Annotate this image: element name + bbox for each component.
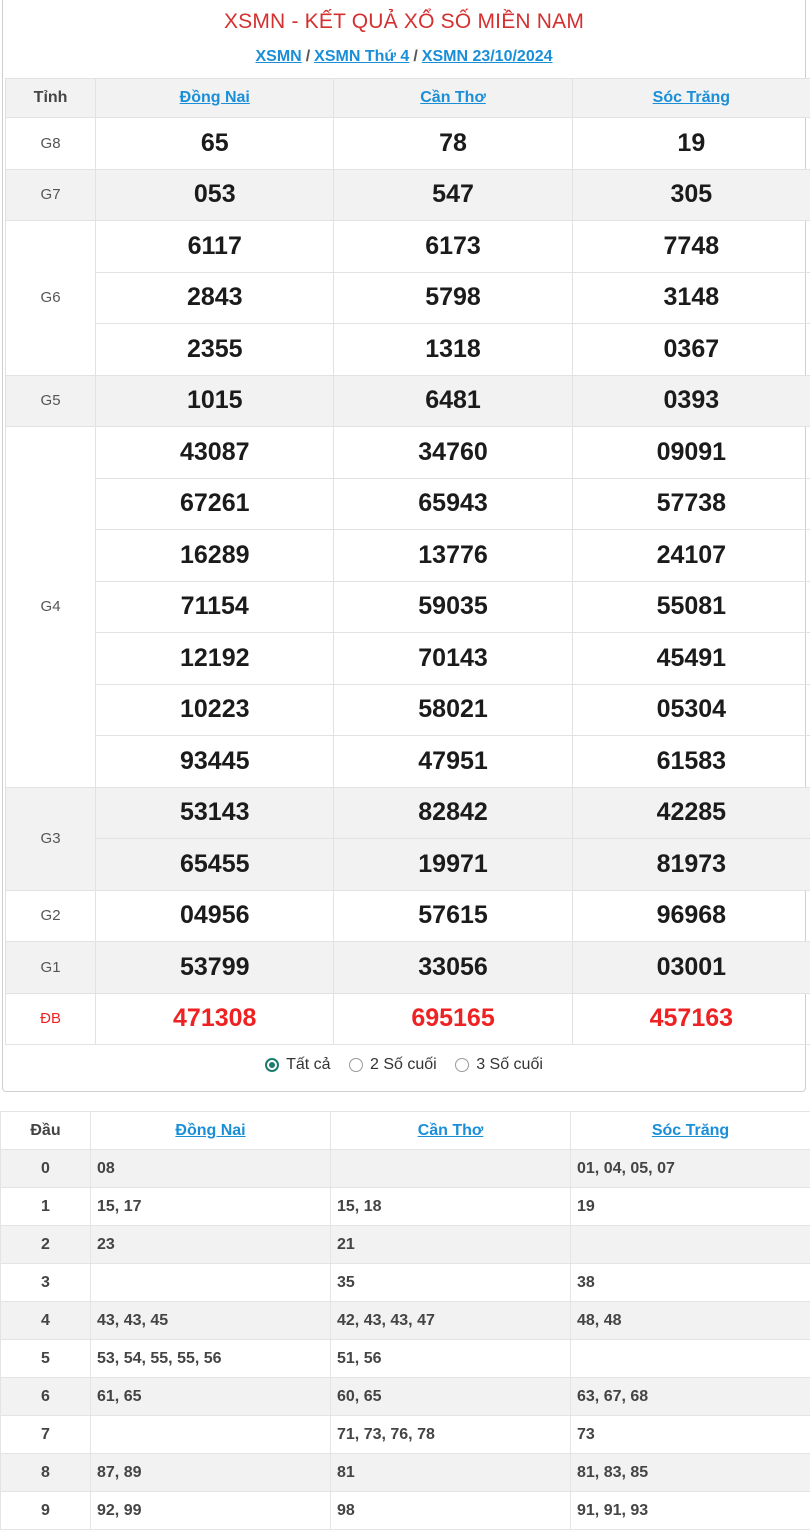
loto-head-digit: 6 [1, 1378, 91, 1416]
prize-label: G3 [6, 787, 96, 890]
filter-option-last-2[interactable] [349, 1056, 437, 1074]
prize-row [6, 684, 810, 736]
loto-tail-list: 91, 91, 93 [571, 1492, 810, 1530]
prize-number: 45491 [572, 633, 810, 685]
filter-label-last-2: 2 Số cuối [370, 1056, 437, 1073]
loto-row [1, 1150, 810, 1188]
radio-icon[interactable] [349, 1058, 363, 1072]
prize-row [6, 942, 810, 994]
province-header-can-tho [334, 79, 572, 118]
loto-head-digit: 0 [1, 1150, 91, 1188]
prize-number: 6481 [334, 375, 572, 427]
prize-number: 61583 [572, 736, 810, 788]
loto-tail-list [91, 1264, 331, 1302]
loto-tail-list: 19 [571, 1188, 810, 1226]
loto-tail-list: 01, 04, 05, 07 [571, 1150, 810, 1188]
filter-option-last-3[interactable] [455, 1056, 543, 1074]
breadcrumb-link-xsmn[interactable]: XSMN [255, 48, 302, 65]
province-link-can-tho[interactable]: Cần Thơ [420, 89, 486, 106]
prize-number: 78 [334, 118, 572, 170]
loto-tail-list: 73 [571, 1416, 810, 1454]
prize-number: 71154 [96, 581, 334, 633]
loto-tail-list: 43, 43, 45 [91, 1302, 331, 1340]
loto-tail-list: 42, 43, 43, 47 [331, 1302, 571, 1340]
prize-label: G7 [6, 169, 96, 221]
loto-province-link-can-tho[interactable]: Cần Thơ [417, 1121, 484, 1139]
prize-number: 19971 [334, 839, 572, 891]
prize-label: G2 [6, 890, 96, 942]
filter-label-all: Tất cả [286, 1056, 331, 1073]
prize-row [6, 787, 810, 839]
loto-tail-list: 81, 83, 85 [571, 1454, 810, 1492]
page-title: XSMN - KẾT QUẢ XỔ SỐ MIỀN NAM [223, 10, 585, 33]
loto-row [1, 1188, 810, 1226]
loto-tail-list [91, 1416, 331, 1454]
loto-row [1, 1454, 810, 1492]
filter-option-all[interactable] [265, 1056, 330, 1074]
loto-row [1, 1264, 810, 1302]
prize-number: 13776 [334, 530, 572, 582]
province-label-header: Tỉnh [6, 79, 96, 118]
prize-number: 3148 [572, 272, 810, 324]
breadcrumb-link-date[interactable]: XSMN 23/10/2024 [421, 48, 553, 65]
prize-label: G1 [6, 942, 96, 994]
prize-number: 6173 [334, 221, 572, 273]
prize-number: 0393 [572, 375, 810, 427]
loto-head-digit: 2 [1, 1226, 91, 1264]
radio-selected-icon[interactable] [265, 1058, 279, 1072]
prize-number: 57738 [572, 478, 810, 530]
prize-number: 47951 [334, 736, 572, 788]
prize-label: G5 [6, 375, 96, 427]
prize-number: 305 [572, 169, 810, 221]
loto-tail-list: 08 [91, 1150, 331, 1188]
loto-province-link-dong-nai[interactable]: Đồng Nai [175, 1121, 246, 1139]
loto-tail-list: 51, 56 [331, 1340, 571, 1378]
filter-label-last-3: 3 Số cuối [476, 1056, 543, 1073]
prize-number: 12192 [96, 633, 334, 685]
breadcrumb-separator: / [413, 48, 418, 65]
loto-row [1, 1416, 810, 1454]
loto-tail-list: 92, 99 [91, 1492, 331, 1530]
breadcrumb-link-weekday[interactable]: XSMN Thứ 4 [314, 48, 410, 65]
prize-number: 1015 [96, 375, 334, 427]
loto-row [1, 1492, 810, 1530]
prize-number: 43087 [96, 427, 334, 479]
prize-row [6, 169, 810, 221]
loto-tail-list: 48, 48 [571, 1302, 810, 1340]
prize-number: 93445 [96, 736, 334, 788]
loto-row [1, 1302, 810, 1340]
prize-number: 67261 [96, 478, 334, 530]
loto-tail-list: 15, 18 [331, 1188, 571, 1226]
loto-tail-list: 23 [91, 1226, 331, 1264]
prize-row [6, 581, 810, 633]
prize-number: 81973 [572, 839, 810, 891]
prize-number: 33056 [334, 942, 572, 994]
loto-tail-list: 15, 17 [91, 1188, 331, 1226]
prize-number: 10223 [96, 684, 334, 736]
loto-row [1, 1226, 810, 1264]
loto-tail-list: 87, 89 [91, 1454, 331, 1492]
loto-tail-list [571, 1226, 810, 1264]
loto-tail-list: 81 [331, 1454, 571, 1492]
breadcrumb-separator: / [305, 48, 311, 65]
loto-tail-list [331, 1150, 571, 1188]
prize-label: G6 [6, 221, 96, 376]
prize-number: 0367 [572, 324, 810, 376]
digit-filter [3, 1056, 805, 1077]
prize-number: 6117 [96, 221, 334, 273]
loto-body [1, 1150, 810, 1530]
loto-tail-list: 21 [331, 1226, 571, 1264]
loto-head-label: Đầu [1, 1112, 91, 1150]
prize-number: 55081 [572, 581, 810, 633]
prize-number: 42285 [572, 787, 810, 839]
loto-row [1, 1378, 810, 1416]
loto-head-digit: 7 [1, 1416, 91, 1454]
breadcrumb [3, 48, 805, 66]
prize-row [6, 272, 810, 324]
prize-number: 59035 [334, 581, 572, 633]
prize-row [6, 118, 810, 170]
prize-number: 65455 [96, 839, 334, 891]
loto-head-digit: 9 [1, 1492, 91, 1530]
loto-head-digit: 4 [1, 1302, 91, 1340]
prize-number: 053 [96, 169, 334, 221]
special-prize-number: 695165 [334, 993, 572, 1045]
prize-row [6, 839, 810, 891]
prize-number: 03001 [572, 942, 810, 994]
prize-number: 53143 [96, 787, 334, 839]
province-link-soc-trang[interactable]: Sóc Trăng [652, 89, 731, 106]
loto-tail-list: 71, 73, 76, 78 [331, 1416, 571, 1454]
prize-row [6, 736, 810, 788]
prize-number: 5798 [334, 272, 572, 324]
loto-tail-list: 98 [331, 1492, 571, 1530]
prize-number: 96968 [572, 890, 810, 942]
prize-number: 2843 [96, 272, 334, 324]
special-prize-number: 457163 [572, 993, 810, 1045]
results-table [5, 78, 810, 1045]
prize-label: G8 [6, 118, 96, 170]
loto-tail-list: 60, 65 [331, 1378, 571, 1416]
prize-row [6, 221, 810, 273]
prize-number: 57615 [334, 890, 572, 942]
prize-row [6, 633, 810, 685]
province-header-soc-trang [572, 79, 810, 118]
prize-number: 65 [96, 118, 334, 170]
prize-number: 19 [572, 118, 810, 170]
prize-number: 04956 [96, 890, 334, 942]
radio-icon[interactable] [455, 1058, 469, 1072]
results-header-row [6, 79, 810, 118]
prize-number: 1318 [334, 324, 572, 376]
loto-head-digit: 5 [1, 1340, 91, 1378]
prize-number: 24107 [572, 530, 810, 582]
loto-header-row [1, 1112, 810, 1150]
loto-head-digit: 1 [1, 1188, 91, 1226]
loto-tail-list: 38 [571, 1264, 810, 1302]
results-card [2, 0, 806, 1092]
loto-province-link-soc-trang[interactable]: Sóc Trăng [651, 1121, 730, 1139]
prize-row [6, 993, 810, 1045]
prize-number: 70143 [334, 633, 572, 685]
province-link-dong-nai[interactable]: Đồng Nai [179, 89, 250, 106]
prize-number: 09091 [572, 427, 810, 479]
loto-header-can-tho [331, 1112, 571, 1150]
prize-number: 53799 [96, 942, 334, 994]
prize-number: 05304 [572, 684, 810, 736]
prize-row [6, 530, 810, 582]
loto-head-table [0, 1111, 810, 1530]
loto-tail-list: 35 [331, 1264, 571, 1302]
prize-number: 82842 [334, 787, 572, 839]
loto-head-digit: 3 [1, 1264, 91, 1302]
loto-tail-list [571, 1340, 810, 1378]
prize-row [6, 478, 810, 530]
special-prize-number: 471308 [96, 993, 334, 1045]
loto-tail-list: 63, 67, 68 [571, 1378, 810, 1416]
prize-number: 2355 [96, 324, 334, 376]
prize-number: 34760 [334, 427, 572, 479]
loto-head-digit: 8 [1, 1454, 91, 1492]
prize-label: ĐB [6, 993, 96, 1045]
prize-number: 16289 [96, 530, 334, 582]
prize-number: 547 [334, 169, 572, 221]
loto-tail-list: 61, 65 [91, 1378, 331, 1416]
prize-number: 7748 [572, 221, 810, 273]
loto-header-dong-nai [91, 1112, 331, 1150]
prize-row [6, 890, 810, 942]
loto-tail-list: 53, 54, 55, 55, 56 [91, 1340, 331, 1378]
prize-number: 58021 [334, 684, 572, 736]
loto-header-soc-trang [571, 1112, 810, 1150]
prize-row [6, 324, 810, 376]
results-body [6, 118, 810, 1045]
prize-number: 65943 [334, 478, 572, 530]
loto-row [1, 1340, 810, 1378]
province-header-dong-nai [96, 79, 334, 118]
prize-label: G4 [6, 427, 96, 788]
prize-row [6, 427, 810, 479]
prize-row [6, 375, 810, 427]
